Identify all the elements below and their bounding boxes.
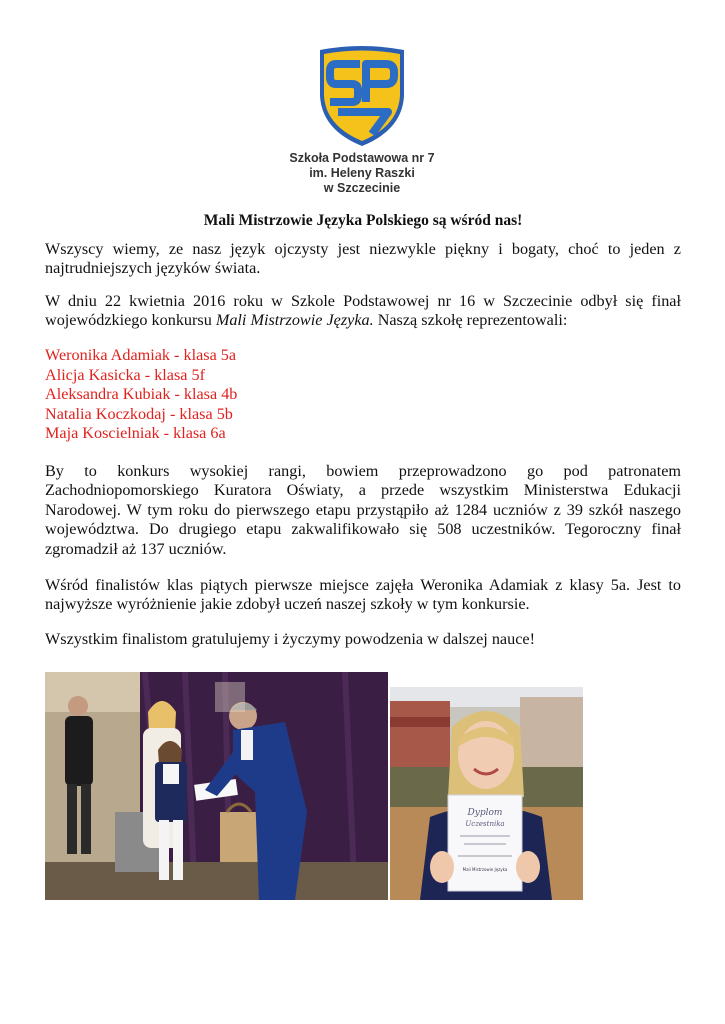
school-name-line-2: im. Heleny Raszki <box>309 166 415 180</box>
contest-paragraph-text-a: W dniu 22 kwietnia 2016 roku w Szkole Podstawowej nr 16 w Szczecinie odbył się finał wojewódzkiego konkursu <box>45 292 681 330</box>
finalists-list <box>45 346 445 444</box>
contest-paragraph-text-b: Naszą szkołę reprezentowali: <box>373 311 568 330</box>
winner-paragraph: Wśród finalistów klas piątych pierwsze miejsce zajęła Weronika Adamiak z klasy 5a. Jest to najwyższe wyróżnienie jakie zdobył uczeń naszej szkoły w tym konkursie. <box>45 576 681 614</box>
school-name-line-3: w Szczecinie <box>323 181 401 195</box>
list-item: Natalia Koczkodaj - klasa 5b <box>45 404 233 423</box>
school-name <box>262 151 462 196</box>
rank-paragraph: By to konkurs wysokiej rangi, bowiem przeprowadzono go pod patronatem Zachodniopomorskiego Kuratora Oświaty, a przede wszystkim Ministerstwa Edukacji Narodowej. W tym roku do pierwszego etapu przystąpiło aż 1284 uczniów z 39 szkół naszego województwa. Do drugiego etapu zakwalifikowało się 508 uczestników. Tegoroczny finał zgromadził aż 137 uczniów. <box>45 462 681 558</box>
diploma-heading: Dyplom <box>467 808 503 818</box>
diploma-footer: Mali Mistrzowie Języka <box>462 867 508 872</box>
congratulations-paragraph: Wszystkim finalistom gratulujemy i życzymy powodzenia w dalszej nauce! <box>45 630 535 648</box>
article-title: Mali Mistrzowie Języka Polskiego są wśród nas! <box>203 212 523 229</box>
award-ceremony-photo <box>45 672 388 900</box>
contest-name: Mali Mistrzowie Języka. <box>215 311 374 330</box>
school-crest-logo <box>316 44 408 148</box>
list-item: Maja Koscielniak - klasa 6a <box>45 424 226 443</box>
contest-paragraph <box>45 292 681 331</box>
diploma-subheading: Uczestnika <box>465 820 505 828</box>
school-crest-shield-icon <box>316 44 408 148</box>
intro-paragraph: Wszyscy wiemy, ze nasz język ojczysty jest niezwykle piękny i bogaty, choć to jeden z najtrudniejszych języków świata. <box>45 240 681 278</box>
list-item: Alicja Kasicka - klasa 5f <box>45 365 206 384</box>
school-name-line-1: Szkoła Podstawowa nr 7 <box>289 151 435 165</box>
girl-with-diploma-photo <box>390 687 583 900</box>
list-item: Weronika Adamiak - klasa 5a <box>45 346 237 364</box>
list-item: Aleksandra Kubiak - klasa 4b <box>45 385 238 404</box>
